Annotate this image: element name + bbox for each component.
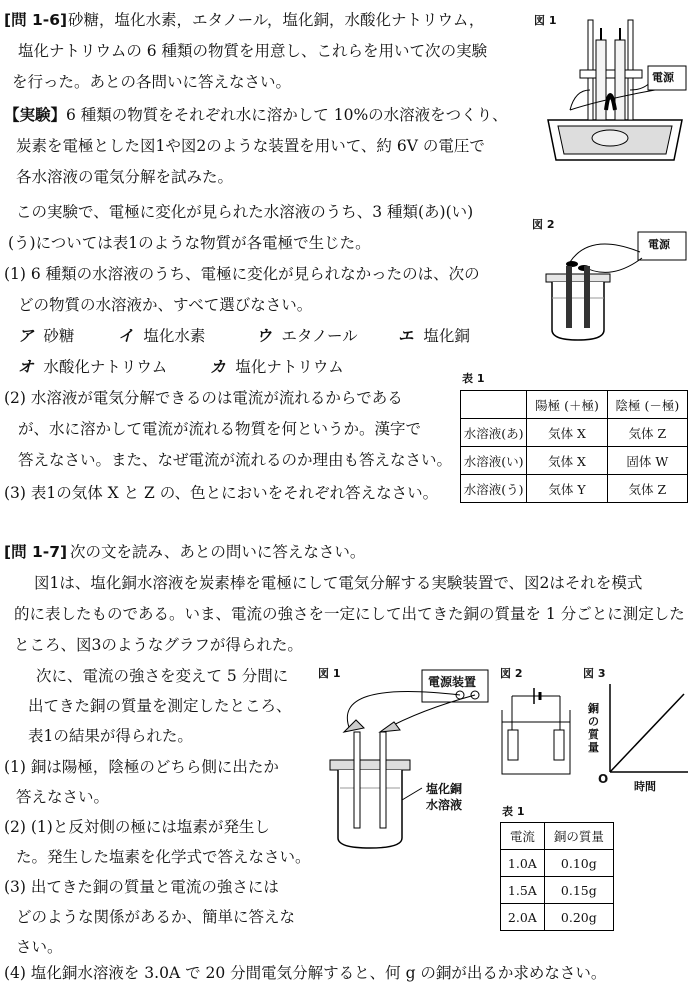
q17-para-3: ところ、図3のようなグラフが得られた。 — [14, 636, 303, 654]
q16-para2-2: (う)については表1のような物質が各電極で生じた。 — [8, 234, 371, 252]
q16-sub2-1: (2) 水溶液が電気分解できるのは電流が流れるからである — [4, 389, 403, 407]
q17-fig2-apparatus — [498, 680, 578, 780]
q17-fig1-power-label: 電源装置 — [428, 675, 477, 689]
option-u: ウ エタノール — [256, 327, 358, 345]
q16-table-title: 表 1 — [462, 372, 485, 385]
table-row — [461, 447, 688, 475]
table-cell: 固体 W — [607, 447, 687, 475]
q17-sub2-1: (2) (1)と反対側の極には塩素が発生し — [4, 818, 270, 836]
q17-para-2: 的に表したものである。いま、電流の強さを一定にして出てきた銅の質量を 1 分ごとに測定した — [14, 605, 685, 623]
q17-fig3-label: 図 3 — [583, 667, 606, 680]
option-a: ア 砂糖 — [18, 327, 75, 345]
q17-fig1-solution-1: 塩化銅 — [426, 782, 463, 796]
table-cell: 気体 Y — [527, 475, 607, 503]
q17-para-1: 図1は、塩化銅水溶液を炭素棒を電極にして電気分解する実験装置で、図2はそれを模式 — [34, 574, 643, 592]
q17-fig3-origin: O — [598, 772, 609, 786]
table-cell: 水溶液(う) — [461, 475, 527, 503]
table-header — [461, 391, 527, 419]
q16-sub1-1: (1) 6 種類の水溶液のうち、電極に変化が見られなかったのは、次の — [4, 265, 480, 283]
option-ka: カ 塩化ナトリウム — [210, 358, 344, 376]
option-i: イ 塩化水素 — [118, 327, 206, 345]
q16-exp-2: 炭素を電極とした図1や図2のような装置を用いて、約 6V の電圧で — [16, 137, 485, 155]
q17-fig3-ylabel-4: 量 — [588, 741, 599, 754]
q16-label: [問 1-6] — [4, 11, 68, 29]
q17-table-title: 表 1 — [502, 805, 525, 818]
table-cell: 気体 X — [527, 447, 607, 475]
q16-fig2-power-label: 電源 — [648, 238, 670, 251]
table-cell: 気体 Z — [607, 475, 687, 503]
q16-sub3: (3) 表1の気体 X と Z の、色とにおいをそれぞれ答えなさい。 — [4, 484, 439, 502]
table-header: 銅の質量 — [544, 823, 613, 850]
q17-fig3-ylabel-2: の — [588, 715, 599, 728]
option-e: エ 塩化銅 — [398, 327, 470, 345]
table-row — [501, 904, 614, 931]
q17-para2-3: 表1の結果が得られた。 — [28, 727, 193, 745]
q17-fig2-label: 図 2 — [500, 667, 523, 680]
q17-sub1-2: 答えなさい。 — [16, 788, 110, 806]
q17-sub2-2: た。発生した塩素を化学式で答えなさい。 — [16, 848, 311, 866]
q16-fig1-apparatus — [540, 10, 690, 190]
q16-fig1-power-label: 電源 — [652, 71, 674, 84]
table-cell: 0.20g — [544, 904, 613, 931]
q17-para2-1: 次に、電流の強さを変えて 5 分間に — [36, 667, 289, 685]
q16-exp-1: 6 種類の物質をそれぞれ水に溶かして 10%の水溶液をつくり、 — [66, 106, 508, 124]
table-row — [501, 823, 614, 850]
q17-fig3-xlabel: 時間 — [634, 780, 656, 793]
q16-experiment-label: 【実験】 — [4, 106, 67, 124]
q16-fig1-label: 図 1 — [534, 14, 557, 27]
q17-table — [500, 822, 614, 931]
table-header: 電流 — [501, 823, 545, 850]
table-cell: 2.0A — [501, 904, 545, 931]
q16-sub2-3: 答えなさい。また、なぜ電流が流れるのか理由も答えなさい。 — [18, 451, 453, 469]
table-cell: 1.5A — [501, 877, 545, 904]
table-cell: 0.10g — [544, 850, 613, 877]
table-cell: 気体 Z — [607, 419, 687, 447]
q17-para2-2: 出てきた銅の質量を測定したところ、 — [28, 697, 292, 715]
table-header: 陰極 (－極) — [607, 391, 687, 419]
q17-label: [問 1-7] — [4, 543, 68, 561]
table-cell: 1.0A — [501, 850, 545, 877]
q17-fig1-apparatus — [310, 660, 490, 860]
table-cell: 水溶液(あ) — [461, 419, 527, 447]
q17-fig3-graph — [600, 680, 690, 780]
graph-line — [610, 694, 684, 772]
q16-sub1-2: どの物質の水溶液か、すべて選びなさい。 — [18, 296, 313, 314]
q16-fig2-label: 図 2 — [532, 218, 555, 231]
q16-exp-3: 各水溶液の電気分解を試みた。 — [16, 168, 234, 186]
q16-intro-3: を行った。あとの各問いに答えなさい。 — [12, 73, 292, 91]
table-cell: 水溶液(い) — [461, 447, 527, 475]
table-row — [501, 850, 614, 877]
q16-sub2-2: が、水に溶かして電流が流れる物質を何というか。漢字で — [18, 420, 422, 438]
q17-intro: 次の文を読み、あとの問いに答えなさい。 — [70, 543, 366, 561]
table-cell: 0.15g — [544, 877, 613, 904]
q17-fig1-label: 図 1 — [318, 667, 341, 680]
table-row — [461, 475, 688, 503]
table-row — [461, 391, 688, 419]
q17-sub1-1: (1) 銅は陽極，陰極のどちら側に出たか — [4, 758, 279, 776]
table-header: 陽極 (＋極) — [527, 391, 607, 419]
table-row — [461, 419, 688, 447]
table-row — [501, 877, 614, 904]
q16-intro-1: 砂糖，塩化水素，エタノール，塩化銅，水酸化ナトリウム， — [68, 11, 485, 29]
q17-sub3-3: さい。 — [16, 938, 63, 956]
q17-fig3-ylabel-1: 銅 — [588, 702, 599, 715]
q16-table — [460, 390, 688, 503]
q17-fig3-ylabel-3: 質 — [588, 728, 599, 741]
q16-para2-1: この実験で、電極に変化が見られた水溶液のうち、3 種類(あ)(い) — [16, 203, 474, 221]
q17-sub4: (4) 塩化銅水溶液を 3.0A で 20 分間電気分解すると、何 g の銅が出るか求めなさい。 — [4, 964, 607, 982]
option-o: オ 水酸化ナトリウム — [18, 358, 168, 376]
q16-intro-2: 塩化ナトリウムの 6 種類の物質を用意し、これらを用いて次の実験 — [18, 42, 488, 60]
table-cell: 気体 X — [527, 419, 607, 447]
q17-fig1-solution-2: 水溶液 — [426, 798, 463, 812]
q17-sub3-2: どのような関係があるか、簡単に答えな — [16, 908, 296, 926]
q17-sub3-1: (3) 出てきた銅の質量と電流の強さには — [4, 878, 279, 896]
